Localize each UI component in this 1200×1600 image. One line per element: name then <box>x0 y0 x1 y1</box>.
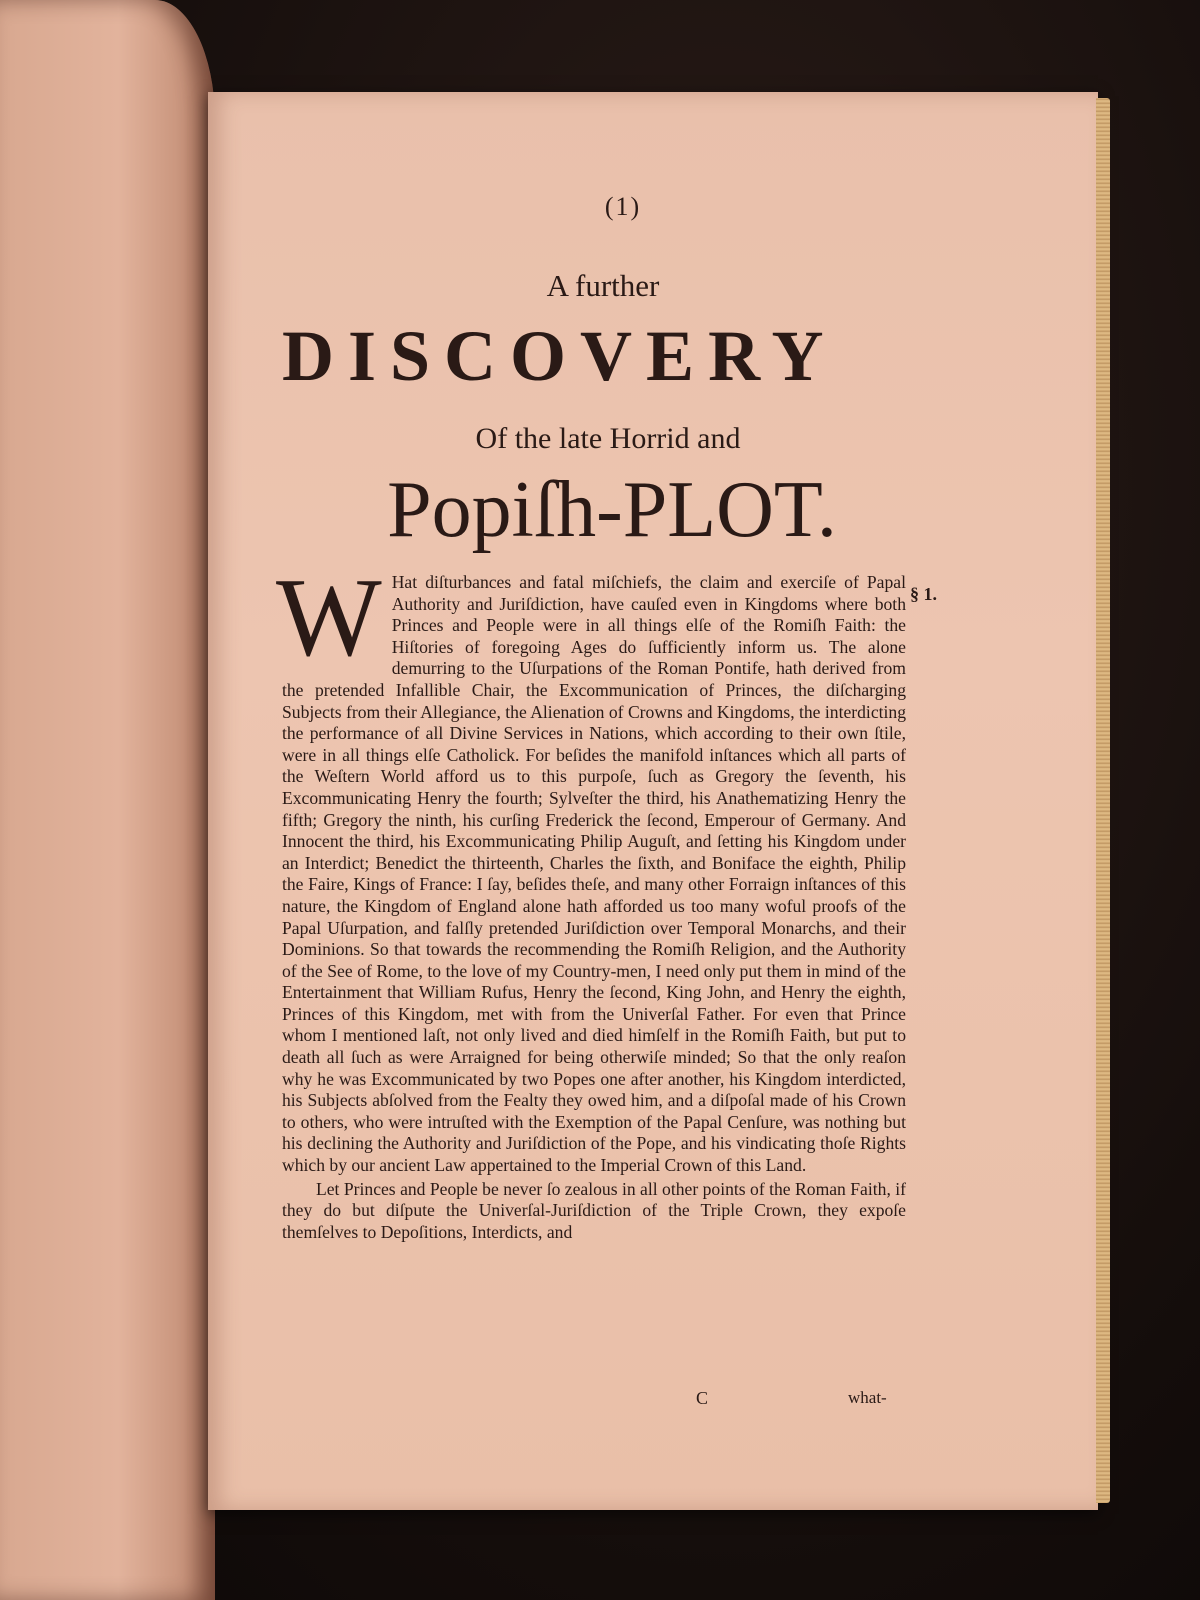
book-page <box>208 92 1098 1510</box>
drop-cap: W <box>276 556 382 680</box>
paragraph-2: Let Princes and People be never ſo zealous in all other points of the Roman Faith, if they do but diſpute the Univerſal-Juriſdiction of the Triple Crown, they expoſe themſelves to Depoſitions, Interdicts, and <box>282 1178 906 1242</box>
section-margin-note: § 1. <box>910 584 937 604</box>
title-line-2: DISCOVERY <box>282 316 838 396</box>
title-line-1: A further <box>546 268 660 303</box>
signature-mark: C <box>696 1388 709 1408</box>
paragraph-1: Hat diſturbances and fatal miſchiefs, the claim and exerciſe of Papal Authority and Juriſdiction, have cauſed even in Kingdoms where both Princes and People were in all things elſe of the Romiſh Faith: the Hiſtories of foregoing Ages do ſufficiently inform us. The alone demurring to the Uſurpations of the Roman Pontife, hath derived from the pretended Infallible Chair, the Excommunication of Princes, the diſcharging Subjects from their Allegiance, the Alienation of Crowns and Kingdoms, the interdicting the performance of all Divine Services in Nations, which according to their own ſtile, were in all things elſe Catholick. For beſides the manifold inſtances which all parts of the Weſtern World afford us to this purpoſe, ſuch as Gregory the ſeventh, his Excommunicating Henry the fourth; Sylveſter the third, his Anathematizing Henry the fifth; Gregory the ninth, his curſing Frederick the ſecond, Emperour of Germany. And Innocent the third, his Excommunicating Philip Auguſt, and ſetting his Kingdom under an Interdict; Benedict the thirteenth, Charles the ſixth, and Boniface the eighth, Philip the Faire, Kings of France: I ſay, beſides theſe, and many other Forraign inſtances of this nature, the Kingdom of England alone hath afforded us too many woful proofs of the Papal Uſurpation, and falſly pretended Juriſdiction over Temporal Monarchs, and their Dominions. So that towards the recommending the Romiſh Religion, and the Authority of the See of Rome, to the love of my Country-men, I need only put them in mind of the Entertainment that William Rufus, Henry the ſecond, King John, and Henry the eighth, Princes of this Kingdom, met with from the Univerſal Father. For even that Prince whom I mentioned laſt, not only lived and died himſelf in the Romiſh Faith, but put to death all ſuch as were Arraigned for being otherwiſe minded; So that the only reaſon why he was Excommunicated by two Popes one after another, his Kingdom interdicted, his Subjects abſolved from the Fealty they owed him, and a diſpoſal made of his Crown to others, who were intruſted with the Exemption of the Papal Cenſure, was nothing but his declining the Authority and Juriſdiction of the Pope, and his vindicating thoſe Rights which by our ancient Law appertained to the Imperial Crown of this Land. <box>282 572 906 1176</box>
catchword: what- <box>848 1388 887 1407</box>
page-edge <box>1096 98 1110 1503</box>
title-line-4: Popiſh-PLOT. <box>387 466 837 554</box>
body-text <box>276 556 906 1243</box>
page-number: (1) <box>604 192 642 221</box>
left-facing-page <box>0 0 215 1600</box>
title-line-3: Of the late Horrid and <box>475 422 741 455</box>
